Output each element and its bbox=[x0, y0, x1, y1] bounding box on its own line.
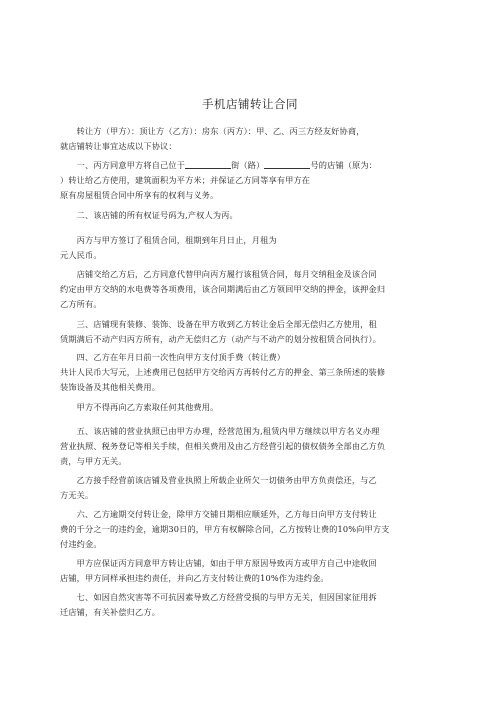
text-line: ）转让给乙方使用，建筑面积为平方米；并保证乙方同等享有甲方在 bbox=[60, 175, 311, 185]
text-fragment: 一、丙方同意甲方将自己位于 bbox=[60, 160, 186, 170]
text-line: 方无关。 bbox=[60, 490, 94, 500]
text-line: 四、乙方在年月日前一次性向甲方支付顶手费（转让费） bbox=[60, 352, 286, 362]
text-line: 装饰设备及其他相关费用。 bbox=[60, 382, 161, 392]
paragraph-landlord-consent bbox=[60, 556, 444, 586]
text-line: 迁店铺，有关补偿归乙方。 bbox=[60, 607, 161, 617]
paragraph-rent-obligation bbox=[60, 267, 444, 312]
text-line: 赁期满后不动产归丙方所有，动产无偿归乙方（动产与不动产的划分按租赁合同执行）。 bbox=[60, 334, 382, 344]
paragraph-lease-term bbox=[60, 233, 444, 263]
text-fragment: 街（路） bbox=[231, 160, 265, 170]
text-line: 原有房屋租赁合同中所享有的权利与义务。 bbox=[60, 190, 219, 200]
text-line: 五、该店铺的营业执照已由甲方办理，经营范围为,租赁内甲方继续以甲方名义办理 bbox=[60, 426, 380, 436]
text-line: 乙方接手经营前该店铺及营业执照上所载企业所欠一切债务由甲方负责偿还，与乙 bbox=[60, 475, 377, 485]
text-fragment: 号的店铺（原为： bbox=[310, 160, 378, 170]
paragraph-prior-debts bbox=[60, 473, 444, 503]
text-line: 六、乙方逾期交付转让金，除甲方交铺日期相应顺延外，乙方每日向甲方支付转让 bbox=[60, 509, 377, 519]
text-line: 甲方不得再向乙方索取任何其他费用。 bbox=[60, 402, 219, 412]
text-line: 共计人民币大写元，上述费用已包括甲方交给丙方再转付乙方的押金、第三条所述的装修 bbox=[60, 367, 386, 377]
text-line: 费的千分之一的违约金，逾期30日的，甲方有权解除合同，乙方按转让费的10%向甲方支 bbox=[60, 524, 390, 534]
paragraph-clause-5 bbox=[60, 424, 444, 469]
text-line: 三、店铺现有装修、装饰、设备在甲方收到乙方转让金后全部无偿归乙方使用，租 bbox=[60, 319, 377, 329]
fill-blank bbox=[264, 159, 310, 169]
paragraph-clause-3 bbox=[60, 317, 444, 347]
text-line: 店铺，甲方同样承担违约责任，并向乙方支付转让费的10%作为违约金。 bbox=[60, 573, 329, 583]
text-line: 丙方与甲方签订了租赁合同，租期到年月日止，月租为 bbox=[60, 235, 277, 245]
paragraph-clause-2 bbox=[60, 208, 444, 223]
paragraph-clause-7 bbox=[60, 590, 444, 620]
paragraph-parties bbox=[60, 124, 444, 154]
text-line: 就店铺转让事宜达成以下协议： bbox=[60, 141, 177, 151]
paragraph-clause-4 bbox=[60, 350, 444, 395]
text-line: 元人民币。 bbox=[60, 250, 102, 260]
document-title: 手机店铺转让合同 bbox=[202, 97, 298, 111]
text-line: 转让方（甲方）：顶让方（乙方）：房东（丙方）：甲、乙、丙三方经友好协商， bbox=[60, 126, 365, 136]
paragraph-no-other-fees bbox=[60, 400, 444, 415]
text-line: 店铺交给乙方后，乙方同意代替甲向丙方履行该租赁合同，每月交纳租金及该合同 bbox=[60, 269, 377, 279]
paragraph-clause-1 bbox=[60, 158, 444, 203]
text-line: 七、如因自然灾害等不可抗因素导致乙方经营受损的与甲方无关，但因国家征用拆 bbox=[60, 592, 377, 602]
paragraph-clause-6 bbox=[60, 507, 444, 552]
text-line: 二、该店铺的所有权证号码为,产权人为丙。 bbox=[60, 210, 238, 220]
text-line: 付违约金。 bbox=[60, 539, 102, 549]
text-line: 约定由甲方交纳的水电费等各项费用，该合同期满后由乙方领回甲交纳的押金，该押金归 bbox=[60, 284, 386, 294]
text-line: 营业执照、税务登记等相关手续，但相关费用及由乙方经营引起的债权债务全部由乙方负 bbox=[60, 441, 386, 451]
text-line: 乙方所有。 bbox=[60, 299, 102, 309]
text-line: 甲方应保证丙方同意甲方转让店铺，如由于甲方原因导致丙方或甲方自己中途收回 bbox=[60, 558, 377, 568]
text-line: 责，与甲方无关。 bbox=[60, 456, 127, 466]
text-line-with-blanks bbox=[60, 158, 444, 173]
fill-blank bbox=[185, 159, 231, 169]
